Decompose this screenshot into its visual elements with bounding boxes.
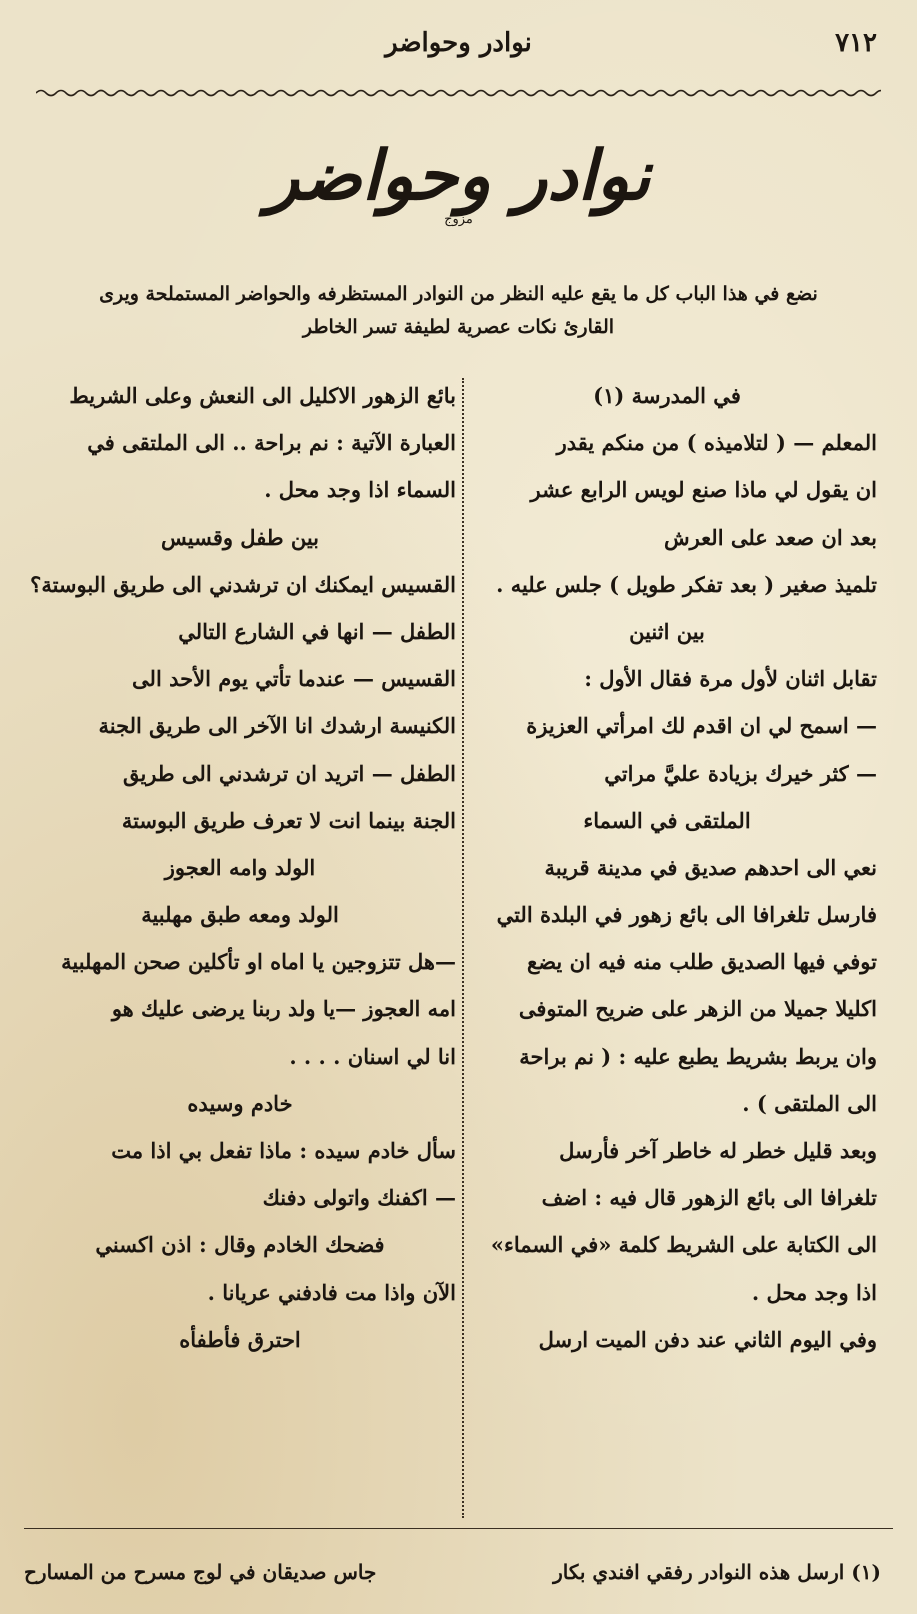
page-number: ٧١٢ (835, 28, 877, 58)
running-head (40, 28, 877, 68)
left-column-line: خادم وسيده (187, 1090, 293, 1116)
left-column-line: العبارة الآتية : نم براحة .. الى الملتقى في (87, 430, 456, 456)
running-title: نوادر وحواضر (385, 28, 532, 58)
intro-line-1: نضع في هذا الباب كل ما يقع عليه النظر من النوادر المستظرفه والحواضر المستملحة ويرى (99, 283, 818, 305)
left-column-line: الطفل — اتريد ان ترشدني الى طريق (122, 760, 456, 786)
bottom-row (24, 1560, 881, 1600)
section-title: نوادر وحواضر (266, 136, 651, 216)
ornamental-wavy-rule (36, 86, 881, 100)
right-column-line: الملتقى في السماء (583, 807, 751, 833)
right-column-line: توفي فيها الصديق طلب منه فيه ان يضع (527, 949, 877, 975)
right-column-line: في المدرسة (١) (593, 383, 741, 408)
footnote: (١) ارسل هذه النوادر رفقي افندي بكار (553, 1560, 881, 1584)
right-column (457, 372, 877, 1522)
right-column-line: تلغرافا الى بائع الزهور قال فيه : اضف (541, 1185, 877, 1211)
footnote-rule (24, 1528, 893, 1529)
left-column-line: —هل تتزوجين يا اماه او تأكلين صحن المهلبية (61, 949, 456, 975)
right-column-line: الى الملتقى ) . (742, 1090, 877, 1116)
right-column-line: ان يقول لي ماذا صنع لويس الرابع عشر (530, 477, 877, 503)
left-column-line: الكنيسة ارشدك انا الآخر الى طريق الجنة (98, 713, 456, 739)
right-column-line: الى الكتابة على الشريط كلمة «في السماء» (490, 1232, 877, 1258)
left-column-continuation: جاس صديقان في لوج مسرح من المسارح (24, 1560, 377, 1584)
right-column-line: اكليلا جميلا من الزهر على ضريح المتوفى (518, 996, 877, 1022)
left-column-line: امه العجوز —يا ولد ربنا يرضى عليك هو (111, 996, 456, 1022)
left-column-line: فضحك الخادم وقال : اذن اكسني (95, 1232, 385, 1258)
intro-line-2: القارئ نكات عصرية لطيفة تسر الخاطر (302, 316, 615, 338)
left-column-line: — اكفنك واتولى دفنك (262, 1185, 456, 1211)
right-column-line: — كثر خيرك بزيادة عليَّ مراتي (604, 760, 877, 786)
intro-paragraph (32, 278, 885, 344)
left-column-line: بائع الزهور الاكليل الى النعش وعلى الشريط (69, 383, 456, 408)
left-column-line: بين طفل وقسيس (160, 524, 320, 550)
left-column-line: احترق فأطفأه (179, 1326, 301, 1352)
right-column-line: اذا وجد محل . (751, 1279, 877, 1305)
left-column-line: السماء اذا وجد محل . (264, 477, 456, 503)
left-column-line: الولد ومعه طبق مهلبية (141, 902, 339, 928)
right-column-line: وان يربط بشريط يطبع عليه : ( نم براحة (519, 1043, 877, 1069)
right-column-line: وبعد قليل خطر له خاطر آخر فأرسل (559, 1138, 877, 1163)
left-column-line: انا لي اسنان . . . . (289, 1043, 456, 1069)
title-signature: مزوج (444, 212, 473, 227)
right-column-line: بين اثنين (629, 618, 705, 644)
left-column (24, 372, 456, 1522)
right-column-line: — اسمح لي ان اقدم لك امرأتي العزيزة (526, 713, 877, 739)
right-column-line: فارسل تلغرافا الى بائع زهور في البلدة التي (496, 902, 877, 928)
right-column-line: تقابل اثنان لأول مرة فقال الأول : (584, 666, 877, 692)
column-divider (462, 378, 464, 1518)
right-column-line: بعد ان صعد على العرش (663, 524, 877, 550)
left-column-line: القسيس ايمكنك ان ترشدني الى طريق البوستة؟ (30, 571, 456, 597)
left-column-line: سأل خادم سيده : ماذا تفعل بي اذا مت (111, 1138, 456, 1163)
right-column-line: نعي الى احدهم صديق في مدينة قريبة (544, 854, 877, 880)
right-column-line: تلميذ صغير ( بعد تفكر طويل ) جلس عليه . (496, 571, 877, 597)
left-column-line: الجنة بينما انت لا تعرف طريق البوستة (121, 807, 456, 833)
right-column-line: المعلم — ( لتلاميذه ) من منكم يقدر (556, 430, 877, 456)
left-column-line: الولد وامه العجوز (164, 854, 316, 880)
left-column-line: الطفل — انها في الشارع التالي (178, 618, 456, 644)
left-column-line: القسيس — عندما تأتي يوم الأحد الى (132, 666, 456, 692)
left-column-line: الآن واذا مت فادفني عريانا . (207, 1279, 456, 1305)
right-column-line: وفي اليوم الثاني عند دفن الميت ارسل (538, 1326, 877, 1352)
